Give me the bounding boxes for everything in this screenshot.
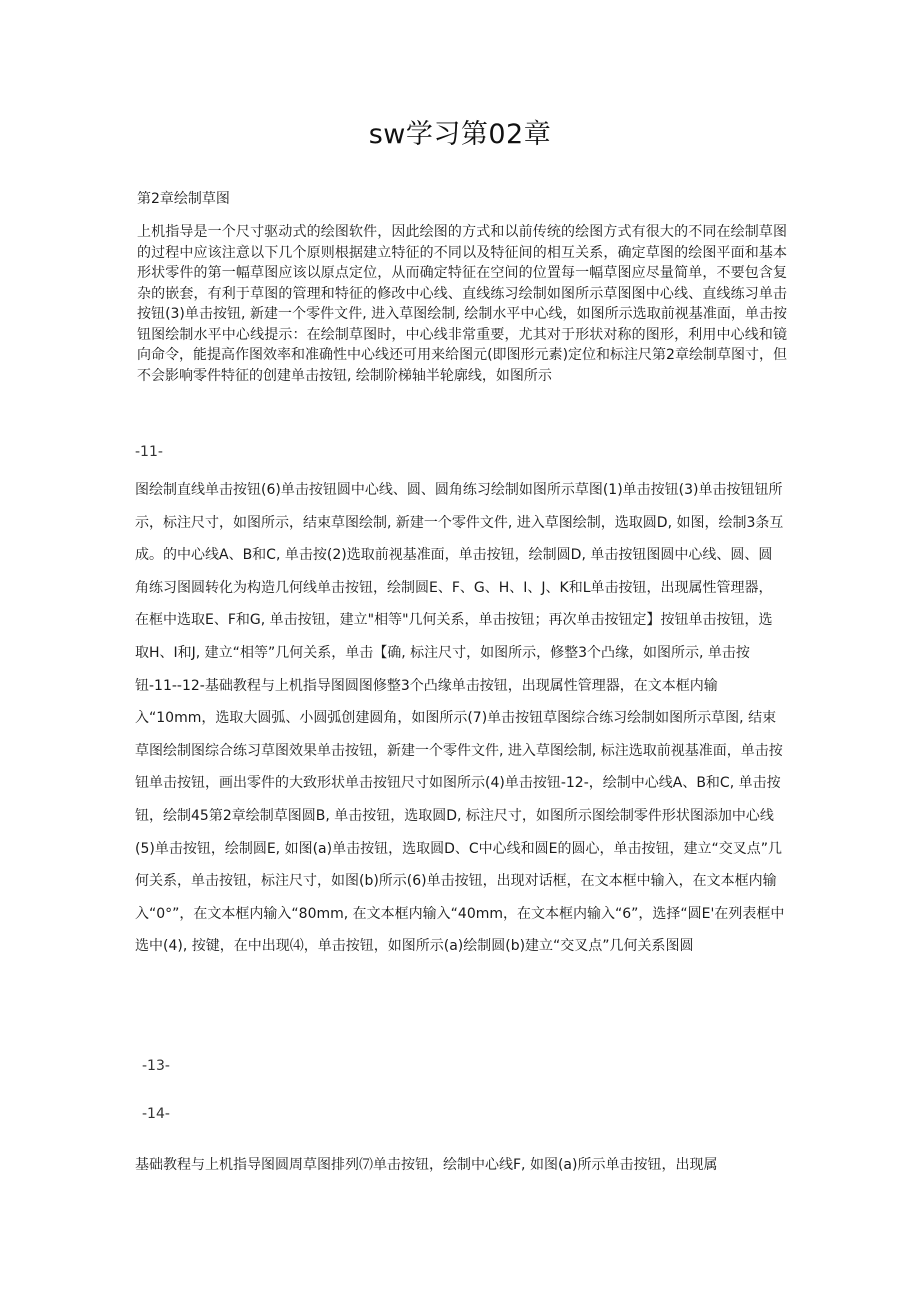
chapter-heading: 第2章绘制草图 xyxy=(137,191,230,207)
page-number-11: -11- xyxy=(135,444,163,460)
document-title: sw学习第02章 xyxy=(368,119,552,150)
body-paragraph-2: 图绘制直线单击按钮(6)单击按钮圆中心线、圆、圆角练习绘制如图所示草图(1)单击按钮(3)单击按钮钮所示，标注尺寸，如图所示，结束草图绘制, 新建一个零件文件, 进入草图绘制，选取圆D, 如图，绘制3条互成。的中心线A、B和C, 单击按(2)选取前视基准面，单击按钮，绘制圆D, 单击按钮图圆中心线、圆、圆角练习图圆转化为构造几何线单击按钮，绘制圆E、F、G、H、I、J、K和L单击按钮，出现属性管理器，在框中选取E、F和G, 单击按钮，建立"相等"几何关系，单击按钮；再次单击按钮定】按钮单击按钮，选取H、I和J, 建立“相等”几何关系，单击【确, 标注尺寸，如图所示，修整3个凸缘，如图所示, 单击按钮-11--12-基础教程与上机指导图圆图修整3个凸缘单击按钮，出现属性管理器，在文本框内输入“10mm，选取大圆弧、小圆弧创建圆角，如图所示(7)单击按钮草图综合练习绘制如图所示草图, 结束草图绘制图综合练习草图效果单击按钮，新建一个零件文件, 进入草图绘制, 标注选取前视基准面，单击按钮单击按钮，画出零件的大致形状单击按钮尺寸如图所示(4)单击按钮-12-，绘制中心线A、B和C, 单击按钮，绘制45第2章绘制草图圆B, 单击按钮，选取圆D, 标注尺寸，如图所示图绘制零件形状图添加中心线(5)单击按钮，绘制圆E, 如图(a)单击按钮，选取圆D、C中心线和圆E的圆心，单击按钮，建立“交叉点”几何关系，单击按钮，标注尺寸，如图(b)所示(6)单击按钮，出现对话框，在文本框中输入，在文本框内输入“0°”，在文本框内输入“80mm, 在文本框内输入“40mm，在文本框内输入“6”，选择“圆E'在列表框中选中(4), 按键，在中出现⑷，单击按钮，如图所示(a)绘制圆(b)建立“交叉点”几何关系图圆 xyxy=(135,482,785,955)
page-number-13: -13- xyxy=(142,1058,170,1074)
page-number-14: -14- xyxy=(142,1106,170,1122)
body-paragraph-3: 基础教程与上机指导图圆周草图排列⑺单击按钮，绘制中心线F, 如图(a)所示单击按钮，出现属 xyxy=(135,1157,718,1173)
body-paragraph-1: 上机指导是一个尺寸驱动式的绘图软件，因此绘图的方式和以前传统的绘图方式有很大的不同在绘制草图的过程中应该注意以下几个原则根据建立特征的不同以及特征间的相互关系，确定草图的绘图平面和基本形状零件的第一幅草图应该以原点定位，从而确定特征在空间的位置每一幅草图应尽量简单，不要包含复杂的嵌套，有利于草图的管理和特征的修改中心线、直线练习绘制如图所示草图图中心线、直线练习单击按钮(3)单击按钮, 新建一个零件文件, 进入草图绘制, 绘制水平中心线，如图所示选取前视基准面，单击按钮图绘制水平中心线提示：在绘制草图时，中心线非常重要，尤其对于形状对称的图形，利用中心线和镜向命令，能提高作图效率和准确性中心线还可用来给图元(即图形元素)定位和标注尺第2章绘制草图寸，但不会影响零件特征的创建单击按钮, 绘制阶梯轴半轮廓线，如图所示 xyxy=(137,224,787,384)
